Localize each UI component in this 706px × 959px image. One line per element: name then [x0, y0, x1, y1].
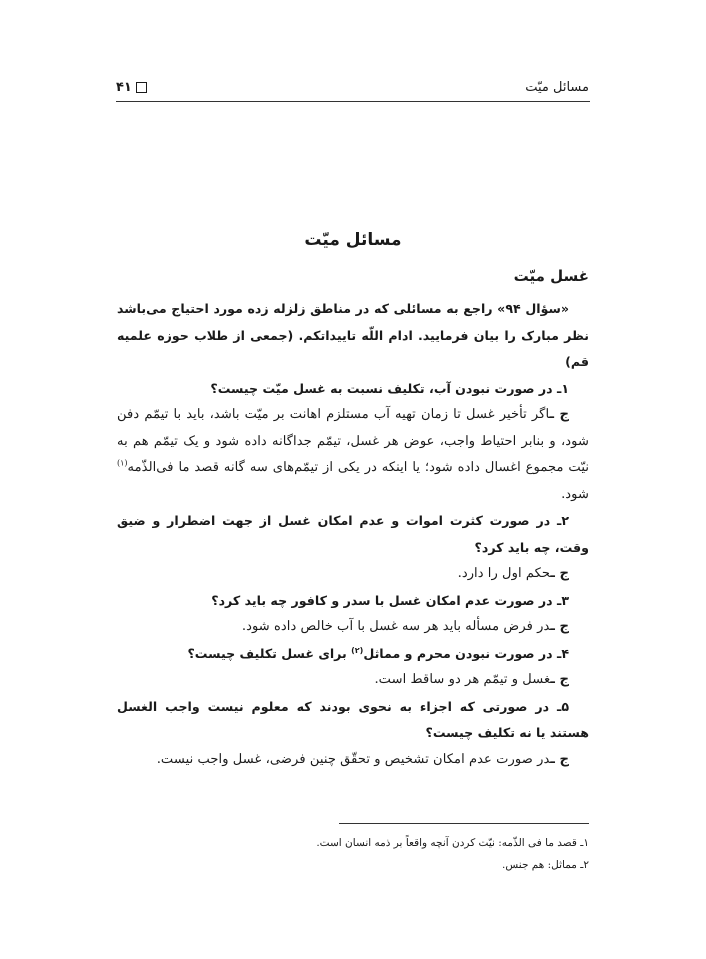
item-1-answer	[117, 402, 589, 508]
answer-text: در فرض مسأله باید هر سه غسل با آب خالص داده شود.	[241, 619, 551, 634]
footnote-ref-1: (۱)	[117, 458, 128, 468]
answer-label: ج ـ	[549, 407, 569, 422]
page-number-value: ۴۱	[116, 80, 132, 95]
answer-tail: شود.	[561, 486, 589, 502]
answer-text: اگر تأخیر غسل تا زمان تهیه آب مستلزم اهانت بر میّت باشد، باید با تیمّم دفن شود، و بنابر احتیاط واجب، عوض هر غسل، تیمّم جداگانه داده شود و یک تیمّم هم به نیّت مجموع اغسال داده شود؛ یا اینکه در یکی از تیمّم‌های سه گانه قصد ما فی‌الذّمه	[117, 407, 589, 475]
body-text	[117, 296, 589, 773]
item-5-question: ۵ـ در صورتی که اجزاء به نحوی بودند که معلوم نیست واجب الغسل هستند یا نه تکلیف چیست؟	[117, 698, 589, 740]
item-4-answer	[117, 667, 589, 694]
answer-label: ج ـ	[550, 566, 569, 581]
footnote-ref-2: (۲)	[351, 645, 364, 655]
item-3-answer	[117, 614, 589, 641]
footnotes	[117, 832, 589, 876]
question-text: ۴ـ در صورت نبودن محرم و مماثل	[363, 645, 569, 661]
header-rule	[116, 101, 590, 102]
footnote-rule	[339, 823, 589, 824]
page-header-title: مسائل میّت	[525, 80, 589, 95]
answer-label: ج ـ	[550, 672, 569, 687]
item-5-answer	[117, 747, 589, 774]
item-2-answer	[117, 561, 589, 588]
footnote-1: ۱ـ قصد ما فی الذّمه: نیّت کردن آنچه واقعاً بر ذمه انسان است.	[316, 837, 589, 849]
answer-text: حکم اول را دارد.	[457, 566, 551, 581]
answer-text: در صورت عدم امکان تشخیص و تحقّق چنین فرضی، غسل واجب نیست.	[156, 751, 551, 767]
answer-text: غسل و تیمّم هر دو ساقط است.	[374, 672, 551, 687]
question-text: راجع به مسائلی که در مناطق زلزله زده مورد احتیاج می‌باشد نظر مبارک را بیان فرمایید. ادام اللّه تاییداتکم. (جمعی از طلاب حوزه علمیه قم)	[117, 301, 589, 369]
section-title: غسل میّت	[513, 267, 589, 285]
item-3-question: ۳ـ در صورت عدم امکان غسل با سدر و کافور چه باید کرد؟	[211, 592, 569, 608]
page-number-box-icon	[136, 82, 147, 93]
item-1-question: ۱ـ در صورت نبودن آب، تکلیف نسبت به غسل میّت چیست؟	[210, 380, 569, 396]
question-paragraph	[117, 296, 589, 376]
answer-label: ج ـ	[550, 751, 569, 767]
item-2-question: ۲ـ در صورت کثرت اموات و عدم امکان غسل از جهت اضطرار و ضیق وقت، چه باید کرد؟	[117, 513, 589, 555]
footnote-2: ۲ـ مماثل: هم جنس.	[502, 859, 589, 871]
answer-label: ج ـ	[550, 619, 569, 634]
chapter-title: مسائل میّت	[304, 230, 402, 250]
question-text-tail: برای غسل تکلیف چیست؟	[187, 645, 352, 661]
item-4-question	[117, 641, 589, 668]
question-label: «سؤال ۹۴»	[497, 301, 570, 316]
page-number	[116, 80, 147, 95]
